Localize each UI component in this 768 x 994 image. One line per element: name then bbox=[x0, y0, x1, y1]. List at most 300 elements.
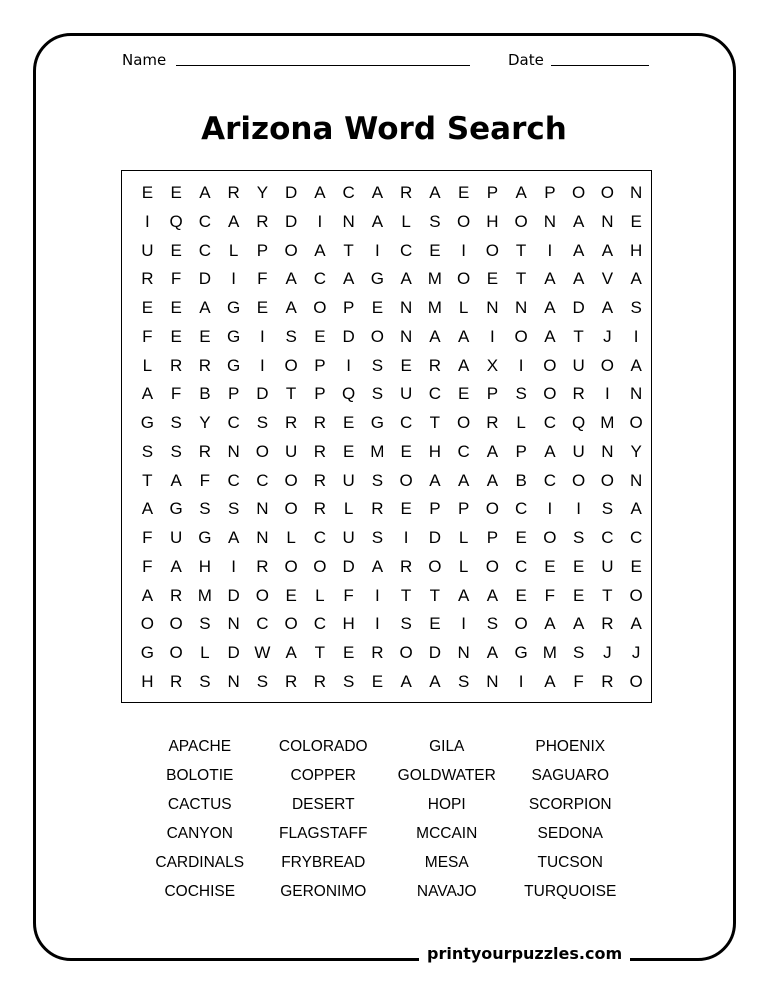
grid-letter: E bbox=[544, 556, 556, 576]
grid-letter: E bbox=[199, 326, 211, 346]
grid-letter: D bbox=[572, 298, 585, 317]
grid-letter: C bbox=[399, 240, 413, 260]
grid-letter: S bbox=[256, 671, 269, 691]
puzzle-grid bbox=[121, 170, 652, 703]
grid-letter: L bbox=[228, 240, 239, 260]
grid-letter: A bbox=[457, 326, 470, 346]
grid-letter: O bbox=[399, 470, 413, 490]
word-column bbox=[385, 734, 509, 908]
grid-letter: C bbox=[256, 614, 269, 634]
grid-letter: F bbox=[257, 269, 268, 289]
grid-letter: N bbox=[543, 211, 557, 231]
grid-letter: F bbox=[573, 671, 584, 691]
grid-letter: G bbox=[227, 326, 241, 346]
grid-letter: O bbox=[543, 355, 557, 375]
grid-letter: A bbox=[371, 183, 384, 202]
grid-letter: F bbox=[170, 384, 182, 404]
grid-letter: L bbox=[343, 499, 354, 519]
grid-letter: S bbox=[371, 470, 384, 490]
grid-letter: D bbox=[227, 585, 240, 605]
grid-letter: P bbox=[256, 240, 269, 260]
grid-letter: S bbox=[170, 441, 182, 461]
word-list-item: COCHISE bbox=[164, 883, 236, 900]
grid-letter: P bbox=[486, 384, 499, 404]
page-title: Arizona Word Search bbox=[201, 111, 567, 147]
grid-letter: A bbox=[227, 528, 240, 547]
grid-letter: G bbox=[370, 413, 384, 432]
grid-letter: T bbox=[515, 269, 527, 289]
grid-letter: H bbox=[342, 614, 355, 634]
grid-letter: I bbox=[375, 585, 380, 605]
grid-letter: D bbox=[428, 528, 442, 547]
grid-row bbox=[122, 323, 651, 352]
grid-letter: I bbox=[490, 326, 495, 346]
word-list-item: COLORADO bbox=[278, 738, 368, 755]
grid-letter: A bbox=[457, 355, 470, 375]
grid-letter: A bbox=[285, 643, 297, 662]
grid-letter: O bbox=[428, 556, 442, 576]
grid-letter: M bbox=[370, 441, 385, 461]
grid-letter: S bbox=[170, 413, 182, 432]
grid-row bbox=[122, 208, 651, 237]
grid-letter: A bbox=[285, 269, 297, 289]
grid-letter: T bbox=[285, 384, 297, 404]
grid-row bbox=[122, 582, 651, 611]
grid-letter: I bbox=[576, 499, 581, 519]
grid-letter: N bbox=[601, 211, 614, 231]
grid-letter: O bbox=[284, 499, 298, 519]
grid-row bbox=[122, 237, 651, 266]
grid-letter: I bbox=[317, 211, 323, 231]
word-list-item: CARDINALS bbox=[155, 854, 245, 871]
grid-letter: O bbox=[255, 441, 269, 461]
word-list-item: HOPI bbox=[427, 796, 466, 813]
grid-letter: S bbox=[199, 671, 211, 691]
grid-letter: O bbox=[543, 528, 557, 547]
word-list-item: MCCAIN bbox=[416, 825, 478, 842]
grid-letter: R bbox=[601, 671, 614, 691]
grid-letter: E bbox=[371, 671, 384, 691]
grid-letter: F bbox=[544, 585, 556, 605]
grid-letter: G bbox=[514, 643, 528, 662]
grid-letter: M bbox=[542, 643, 557, 662]
grid-letter: A bbox=[515, 183, 527, 202]
grid-letter: E bbox=[572, 585, 585, 605]
grid-letter: A bbox=[199, 183, 211, 202]
grid-letter: O bbox=[457, 211, 471, 231]
grid-letter: A bbox=[630, 614, 642, 634]
grid-letter: R bbox=[198, 441, 212, 461]
grid-letter: R bbox=[371, 499, 384, 519]
grid-letter: H bbox=[141, 671, 154, 691]
grid-letter: O bbox=[284, 556, 298, 576]
grid-letter: O bbox=[399, 643, 413, 662]
grid-letter: A bbox=[199, 298, 211, 317]
grid-letter: U bbox=[342, 470, 355, 490]
grid-letter: P bbox=[314, 355, 326, 375]
grid-letter: N bbox=[486, 298, 499, 317]
grid-letter: N bbox=[256, 499, 269, 519]
grid-letter: A bbox=[544, 298, 556, 317]
word-column bbox=[509, 734, 633, 908]
grid-letter: C bbox=[399, 413, 413, 432]
word-list-item: PHOENIX bbox=[535, 738, 606, 755]
grid-letter: N bbox=[629, 470, 643, 490]
grid-letter: I bbox=[547, 499, 553, 519]
grid-row bbox=[122, 639, 651, 668]
grid-letter: R bbox=[313, 499, 327, 519]
grid-letter: C bbox=[514, 499, 528, 519]
grid-letter: I bbox=[260, 326, 265, 346]
word-list-item: COPPER bbox=[290, 767, 356, 784]
grid-letter: N bbox=[457, 643, 470, 662]
grid-letter: S bbox=[601, 499, 614, 519]
grid-letter: E bbox=[371, 298, 384, 317]
grid-letter: H bbox=[198, 556, 212, 576]
grid-letter: J bbox=[631, 643, 641, 662]
grid-letter: O bbox=[629, 671, 643, 691]
grid-letter: Q bbox=[169, 211, 183, 231]
grid-letter: S bbox=[141, 441, 154, 461]
grid-letter: G bbox=[370, 269, 384, 289]
grid-letter: G bbox=[140, 413, 154, 432]
grid-letter: N bbox=[399, 326, 413, 346]
grid-letter: T bbox=[142, 470, 153, 490]
grid-letter: E bbox=[515, 528, 527, 547]
grid-row bbox=[122, 179, 651, 208]
grid-letter: I bbox=[346, 355, 351, 375]
grid-row bbox=[122, 495, 651, 524]
grid-row bbox=[122, 380, 651, 409]
letter-grid bbox=[122, 179, 651, 697]
grid-letter: Q bbox=[342, 384, 356, 404]
grid-letter: G bbox=[169, 499, 183, 519]
grid-letter: O bbox=[313, 298, 327, 317]
grid-letter: C bbox=[629, 528, 643, 547]
grid-letter: M bbox=[427, 269, 442, 289]
grid-letter: B bbox=[515, 470, 527, 490]
grid-letter: A bbox=[486, 643, 499, 662]
grid-letter: S bbox=[630, 298, 642, 317]
grid-letter: S bbox=[457, 671, 470, 691]
grid-letter: I bbox=[231, 269, 236, 289]
grid-letter: A bbox=[630, 499, 642, 519]
grid-letter: U bbox=[169, 528, 183, 547]
grid-letter: M bbox=[427, 298, 442, 317]
grid-letter: E bbox=[457, 183, 470, 202]
grid-letter: C bbox=[428, 384, 442, 404]
grid-letter: A bbox=[429, 326, 441, 346]
grid-letter: A bbox=[371, 556, 384, 576]
grid-letter: I bbox=[403, 528, 409, 547]
grid-letter: A bbox=[429, 470, 441, 490]
grid-letter: P bbox=[515, 441, 527, 461]
grid-letter: O bbox=[514, 614, 528, 634]
word-column bbox=[138, 734, 262, 908]
grid-letter: O bbox=[514, 326, 528, 346]
grid-letter: D bbox=[227, 643, 240, 662]
grid-letter: I bbox=[231, 556, 236, 576]
word-list-item: DESERT bbox=[291, 796, 355, 813]
grid-letter: R bbox=[284, 413, 298, 432]
word-list-item: CANYON bbox=[166, 825, 233, 842]
grid-letter: O bbox=[572, 183, 586, 202]
grid-letter: E bbox=[285, 585, 297, 605]
grid-letter: I bbox=[260, 355, 265, 375]
grid-letter: N bbox=[486, 671, 499, 691]
grid-letter: R bbox=[256, 211, 269, 231]
grid-letter: U bbox=[572, 355, 585, 375]
grid-letter: O bbox=[457, 413, 471, 432]
grid-letter: L bbox=[458, 528, 469, 547]
grid-letter: E bbox=[314, 326, 326, 346]
grid-letter: B bbox=[199, 384, 211, 404]
grid-letter: C bbox=[514, 556, 528, 576]
grid-letter: C bbox=[313, 614, 327, 634]
grid-letter: A bbox=[544, 614, 556, 634]
grid-row bbox=[122, 438, 651, 467]
grid-letter: C bbox=[198, 211, 212, 231]
grid-letter: T bbox=[314, 643, 326, 662]
grid-letter: S bbox=[429, 211, 441, 231]
grid-letter: O bbox=[572, 470, 586, 490]
grid-letter: S bbox=[199, 614, 211, 634]
grid-letter: I bbox=[145, 211, 150, 231]
grid-letter: P bbox=[429, 499, 441, 519]
grid-letter: F bbox=[170, 269, 182, 289]
grid-letter: A bbox=[400, 671, 412, 691]
footer-site: printyourpuzzles.com bbox=[419, 944, 630, 964]
grid-letter: I bbox=[518, 671, 524, 691]
grid-letter: G bbox=[227, 355, 241, 375]
word-list bbox=[138, 734, 632, 908]
grid-letter: O bbox=[457, 269, 471, 289]
grid-row bbox=[122, 668, 651, 697]
grid-letter: C bbox=[457, 441, 470, 461]
grid-row bbox=[122, 524, 651, 553]
grid-row bbox=[122, 553, 651, 582]
grid-letter: R bbox=[399, 556, 413, 576]
grid-letter: S bbox=[515, 384, 527, 404]
grid-letter: S bbox=[572, 528, 585, 547]
grid-letter: R bbox=[313, 441, 327, 461]
grid-letter: O bbox=[514, 211, 528, 231]
word-list-item: FLAGSTAFF bbox=[279, 825, 368, 842]
grid-letter: R bbox=[399, 183, 413, 202]
grid-letter: D bbox=[342, 326, 355, 346]
grid-letter: U bbox=[399, 384, 413, 404]
grid-letter: L bbox=[315, 585, 325, 605]
grid-letter: H bbox=[486, 211, 499, 231]
word-list-item: TURQUOISE bbox=[524, 883, 617, 900]
grid-letter: O bbox=[600, 355, 614, 375]
grid-letter: M bbox=[600, 413, 615, 432]
grid-letter: D bbox=[198, 269, 212, 289]
grid-letter: A bbox=[601, 240, 614, 260]
grid-letter: O bbox=[284, 240, 298, 260]
grid-letter: P bbox=[227, 384, 240, 404]
grid-letter: I bbox=[518, 355, 524, 375]
grid-letter: E bbox=[342, 413, 355, 432]
grid-letter: C bbox=[256, 470, 269, 490]
date-label: Date bbox=[508, 51, 544, 69]
grid-letter: E bbox=[400, 355, 412, 375]
word-list-item: CACTUS bbox=[167, 796, 232, 813]
word-column bbox=[262, 734, 386, 908]
grid-letter: A bbox=[544, 671, 556, 691]
grid-letter: G bbox=[198, 528, 212, 547]
grid-letter: A bbox=[544, 441, 556, 461]
grid-letter: G bbox=[227, 298, 241, 317]
word-list-item: NAVAJO bbox=[416, 883, 477, 900]
grid-letter: A bbox=[227, 211, 240, 231]
grid-letter: A bbox=[429, 183, 441, 202]
grid-letter: N bbox=[629, 183, 643, 202]
grid-letter: W bbox=[254, 643, 271, 662]
grid-letter: L bbox=[401, 211, 411, 231]
grid-letter: R bbox=[169, 585, 183, 605]
grid-letter: O bbox=[313, 556, 327, 576]
grid-letter: A bbox=[429, 671, 441, 691]
grid-letter: A bbox=[572, 211, 585, 231]
date-line bbox=[551, 65, 649, 66]
grid-letter: L bbox=[458, 298, 469, 317]
grid-letter: E bbox=[170, 183, 182, 202]
grid-letter: O bbox=[255, 585, 269, 605]
grid-letter: R bbox=[601, 614, 614, 634]
grid-letter: A bbox=[601, 298, 614, 317]
grid-letter: T bbox=[573, 326, 584, 346]
grid-letter: A bbox=[141, 499, 154, 519]
grid-letter: P bbox=[486, 528, 499, 547]
word-list-item: TUCSON bbox=[537, 854, 603, 871]
grid-letter: P bbox=[457, 499, 470, 519]
grid-letter: I bbox=[633, 326, 639, 346]
grid-letter: M bbox=[197, 585, 212, 605]
grid-letter: A bbox=[572, 269, 585, 289]
grid-letter: E bbox=[515, 585, 527, 605]
grid-letter: J bbox=[603, 643, 612, 662]
grid-letter: E bbox=[342, 441, 355, 461]
grid-row bbox=[122, 294, 651, 323]
grid-letter: O bbox=[284, 470, 298, 490]
grid-row bbox=[122, 467, 651, 496]
grid-letter: D bbox=[256, 384, 269, 404]
grid-letter: E bbox=[630, 211, 642, 231]
grid-letter: C bbox=[543, 413, 557, 432]
grid-letter: A bbox=[285, 298, 297, 317]
grid-letter: T bbox=[429, 413, 441, 432]
grid-letter: A bbox=[400, 269, 412, 289]
grid-letter: A bbox=[457, 470, 470, 490]
grid-letter: U bbox=[601, 556, 614, 576]
word-list-item: BOLOTIE bbox=[166, 767, 234, 784]
grid-letter: U bbox=[141, 240, 154, 260]
grid-letter: N bbox=[342, 211, 355, 231]
grid-letter: N bbox=[256, 528, 269, 547]
grid-letter: D bbox=[342, 556, 355, 576]
grid-letter: L bbox=[458, 556, 469, 576]
grid-letter: U bbox=[342, 528, 355, 547]
grid-letter: I bbox=[461, 240, 466, 260]
grid-letter: O bbox=[629, 585, 643, 605]
grid-letter: F bbox=[142, 556, 153, 576]
name-label: Name bbox=[122, 51, 167, 69]
grid-letter: I bbox=[461, 614, 466, 634]
grid-letter: S bbox=[572, 643, 585, 662]
grid-letter: D bbox=[428, 643, 442, 662]
grid-letter: S bbox=[256, 413, 269, 432]
word-list-item: GILA bbox=[429, 738, 465, 755]
grid-letter: C bbox=[227, 413, 240, 432]
grid-letter: A bbox=[630, 269, 642, 289]
grid-letter: A bbox=[342, 269, 355, 289]
grid-letter: E bbox=[486, 269, 499, 289]
grid-letter: N bbox=[629, 384, 643, 404]
grid-letter: O bbox=[485, 240, 499, 260]
grid-letter: N bbox=[514, 298, 528, 317]
grid-row bbox=[122, 352, 651, 381]
grid-letter: T bbox=[515, 240, 527, 260]
grid-letter: O bbox=[370, 326, 384, 346]
word-list-item: APACHE bbox=[168, 738, 232, 755]
grid-letter: P bbox=[544, 183, 556, 202]
grid-letter: Q bbox=[572, 413, 586, 432]
grid-letter: E bbox=[429, 614, 441, 634]
grid-letter: E bbox=[342, 643, 355, 662]
grid-letter: F bbox=[199, 470, 211, 490]
grid-letter: R bbox=[141, 269, 154, 289]
word-list-item: GOLDWATER bbox=[397, 767, 496, 784]
grid-letter: E bbox=[457, 384, 470, 404]
grid-letter: L bbox=[142, 355, 153, 375]
grid-letter: A bbox=[544, 269, 556, 289]
grid-letter: N bbox=[399, 298, 413, 317]
grid-letter: C bbox=[543, 470, 557, 490]
grid-letter: E bbox=[400, 441, 412, 461]
grid-letter: H bbox=[428, 441, 442, 461]
grid-letter: O bbox=[485, 499, 499, 519]
grid-letter: C bbox=[227, 470, 240, 490]
grid-letter: E bbox=[170, 240, 182, 260]
grid-letter: R bbox=[198, 355, 212, 375]
grid-letter: A bbox=[486, 441, 499, 461]
grid-letter: C bbox=[342, 183, 355, 202]
grid-letter: E bbox=[170, 326, 182, 346]
grid-letter: N bbox=[227, 671, 240, 691]
grid-letter: P bbox=[486, 183, 499, 202]
grid-letter: S bbox=[371, 355, 384, 375]
grid-letter: N bbox=[601, 441, 614, 461]
name-line bbox=[176, 65, 470, 66]
word-list-item: SEDONA bbox=[537, 825, 603, 842]
grid-letter: T bbox=[429, 585, 441, 605]
grid-letter: S bbox=[199, 499, 211, 519]
grid-letter: C bbox=[601, 528, 614, 547]
grid-letter: A bbox=[572, 240, 585, 260]
grid-letter: D bbox=[284, 211, 298, 231]
grid-letter: H bbox=[629, 240, 643, 260]
grid-letter: C bbox=[313, 269, 327, 289]
grid-letter: R bbox=[313, 671, 327, 691]
grid-letter: R bbox=[256, 556, 269, 576]
grid-letter: A bbox=[486, 585, 499, 605]
grid-letter: A bbox=[314, 240, 326, 260]
grid-letter: X bbox=[486, 355, 499, 375]
grid-letter: S bbox=[227, 499, 240, 519]
grid-letter: A bbox=[141, 585, 154, 605]
grid-letter: E bbox=[429, 240, 441, 260]
